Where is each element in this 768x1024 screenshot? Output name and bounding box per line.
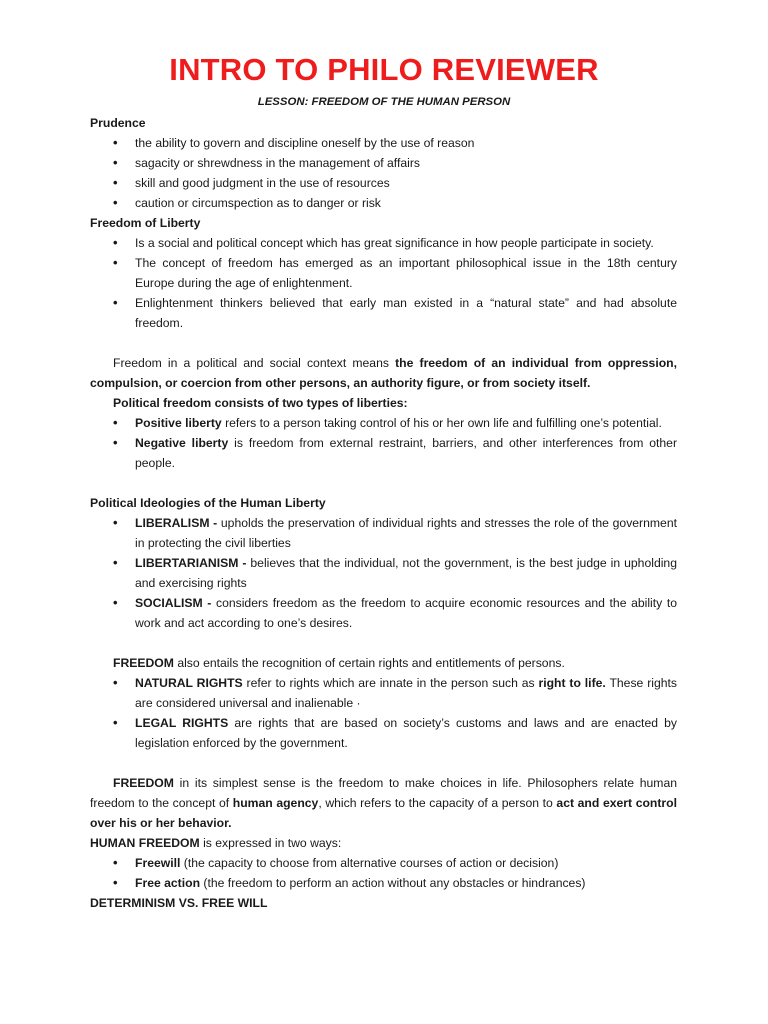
list-item: • SOCIALISM - considers freedom as the freedom to acquire economic resources and the ability to work and act according to one’s desires. xyxy=(135,593,677,633)
list-item: • Freewill (the capacity to choose from alternative courses of action or decision) xyxy=(135,853,677,873)
list-item: • Negative liberty is freedom from external restraint, barriers, and other interferences from other people. xyxy=(135,433,677,473)
determinism-heading: DETERMINISM VS. FREE WILL xyxy=(90,896,268,910)
rights-intro: FREEDOM also entails the recognition of certain rights and entitlements of persons. xyxy=(113,656,565,670)
ideologies-list xyxy=(90,513,677,633)
list-item: • caution or circumspection as to danger or risk xyxy=(135,193,677,213)
list-item: • LEGAL RIGHTS are rights that are based on society’s customs and laws and are enacted by legislation enforced by the government. xyxy=(135,713,677,753)
list-item: • Is a social and political concept which has great significance in how people participate in society. xyxy=(135,233,677,253)
list-item: • the ability to govern and discipline oneself by the use of reason xyxy=(135,133,677,153)
liberty-list xyxy=(90,233,677,333)
agency-paragraph: FREEDOM in its simplest sense is the freedom to make choices in life. Philosophers relate human freedom to the concept of human agency, which refers to the capacity of a person to act and exert control over his or her behavior. xyxy=(90,776,677,830)
list-item: • Positive liberty refers to a person taking control of his or her own life and fulfilling one’s potential. xyxy=(135,413,677,433)
human-freedom-list xyxy=(90,853,677,893)
list-item: • The concept of freedom has emerged as an important philosophical issue in the 18th century Europe during the age of enlightenment. xyxy=(135,253,677,293)
rights-list xyxy=(90,673,677,753)
ideologies-heading: Political Ideologies of the Human Liberty xyxy=(90,496,326,510)
lesson-subtitle: LESSON: FREEDOM OF THE HUMAN PERSON xyxy=(257,96,511,108)
political-paragraph: Freedom in a political and social context means the freedom of an individual from oppression, compulsion, or coercion from other persons, an authority figure, or from society itself. xyxy=(90,356,677,390)
liberty-types-list xyxy=(90,413,677,473)
prudence-list xyxy=(90,133,677,213)
list-item: • skill and good judgment in the use of resources xyxy=(135,173,677,193)
list-item: • Free action (the freedom to perform an action without any obstacles or hindrances) xyxy=(135,873,677,893)
prudence-heading: Prudence xyxy=(90,116,146,130)
list-item: • LIBERALISM - upholds the preservation of individual rights and stresses the role of the government in protecting the civil liberties xyxy=(135,513,677,553)
liberty-heading: Freedom of Liberty xyxy=(90,216,201,230)
list-item: • LIBERTARIANISM - believes that the individual, not the government, is the best judge in upholding and exercising rights xyxy=(135,553,677,593)
list-item: • NATURAL RIGHTS refer to rights which are innate in the person such as right to life. These rights are considered universal and inalienable · xyxy=(135,673,677,713)
list-item: • Enlightenment thinkers believed that early man existed in a “natural state” and had absolute freedom. xyxy=(135,293,677,333)
list-item: • sagacity or shrewdness in the management of affairs xyxy=(135,153,677,173)
document-title: INTRO TO PHILO REVIEWER xyxy=(169,52,599,87)
document-body xyxy=(90,113,677,913)
human-freedom-line: HUMAN FREEDOM is expressed in two ways: xyxy=(90,836,342,850)
liberty-types-heading: Political freedom consists of two types of liberties: xyxy=(113,396,408,410)
